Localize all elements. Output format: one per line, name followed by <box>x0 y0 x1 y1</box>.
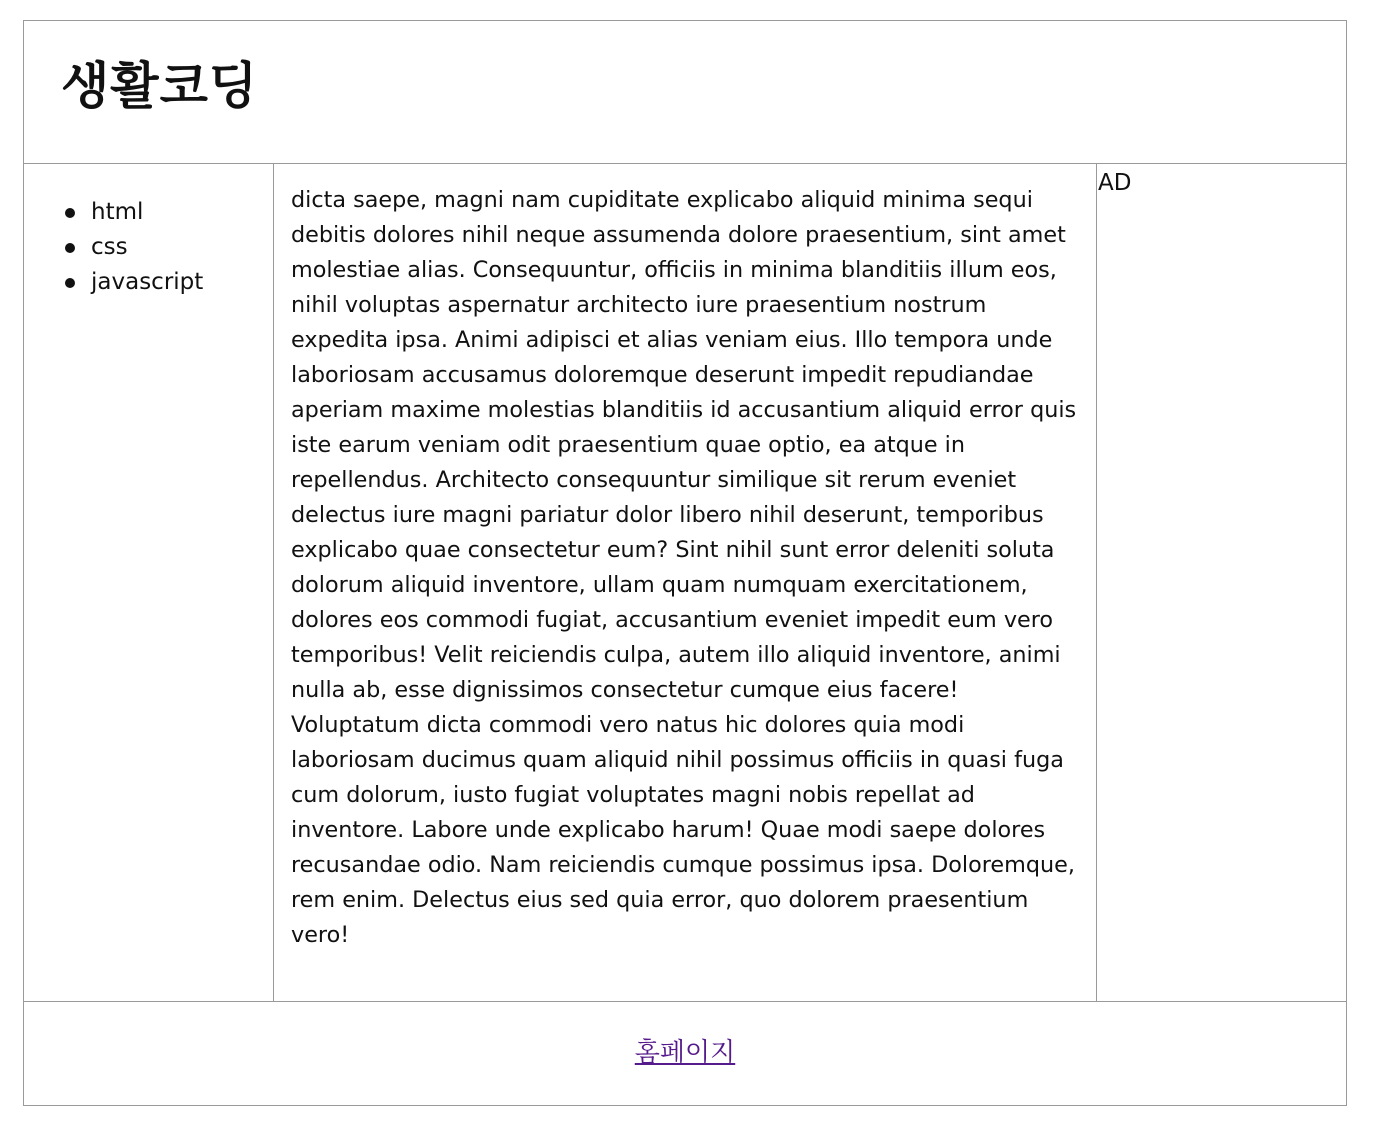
page-header <box>24 21 1346 164</box>
nav-item-javascript[interactable] <box>63 265 203 300</box>
page-footer <box>24 1001 1346 1106</box>
page-grid <box>23 20 1347 1106</box>
bullet-icon <box>65 278 75 288</box>
nav-item-css[interactable] <box>63 230 203 265</box>
ad-sidebar <box>1097 164 1346 1001</box>
homepage-link[interactable]: 홈페이지 <box>634 1038 736 1068</box>
ad-label: AD <box>1098 170 1132 196</box>
main-content <box>274 164 1097 1001</box>
nav-item-html[interactable] <box>63 195 203 230</box>
site-title: 생활코딩 <box>61 57 259 115</box>
nav-item-label: html <box>91 199 144 225</box>
nav-item-label: javascript <box>91 269 204 295</box>
bullet-icon <box>65 243 75 253</box>
nav-item-label: css <box>91 234 128 260</box>
article-text: dicta saepe, magni nam cupiditate explicabo aliquid minima sequi debitis dolores nihil neque assumenda dolore praesentium, sint amet molestiae alias. Consequuntur, officiis in minima blanditiis illum eos, nihil voluptas aspernatur architecto iure praesentium nostrum expedita ipsa. Animi adipisci et alias veniam eius. Illo tempora unde laboriosam accusamus doloremque deserunt impedit repudiandae aperiam maxime molestias blanditiis id accusantium aliquid error quis iste earum veniam odit praesentium quae optio, ea atque in repellendus. Architecto consequuntur similique sit rerum eveniet delectus iure magni pariatur dolor libero nihil deserunt, temporibus explicabo quae consectetur eum? Sint nihil sunt error deleniti soluta dolorum aliquid inventore, ullam quam numquam exercitationem, dolores eos commodi fugiat, accusantium eveniet impedit eum vero temporibus! Velit reiciendis culpa, autem illo aliquid inventore, animi nulla ab, esse dignissimos consectetur cumque eius facere! Voluptatum dicta commodi vero natus hic dolores quia modi laboriosam ducimus quam aliquid nihil possimus officiis in quasi fuga cum dolorum, iusto fugiat voluptates magni nobis repellat ad inventore. Labore unde explicabo harum! Quae modi saepe dolores recusandae odio. Nam reiciendis cumque possimus ipsa. Doloremque, rem enim. Delectus eius sed quia error, quo dolorem praesentium vero! <box>291 187 1077 948</box>
bullet-icon <box>65 208 75 218</box>
sidebar-nav <box>24 164 274 1001</box>
nav-list <box>63 195 203 300</box>
